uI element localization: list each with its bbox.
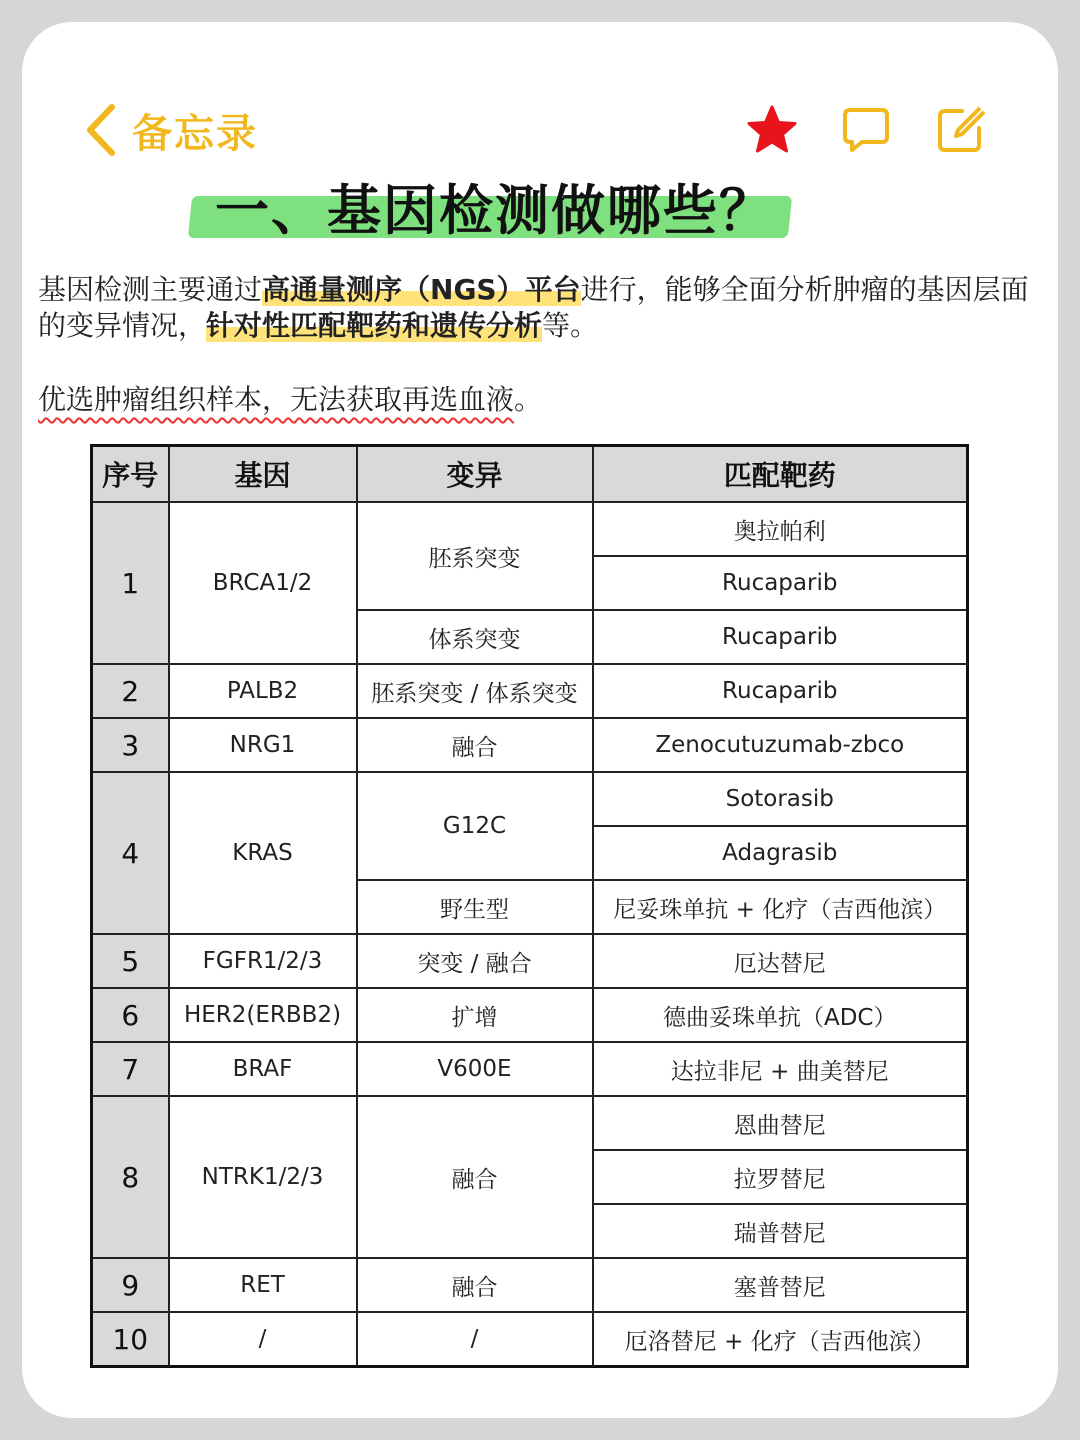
drug-cell: Rucaparib — [593, 556, 968, 610]
drug-cell: 奥拉帕利 — [593, 502, 968, 556]
variant-cell: / — [357, 1312, 593, 1367]
highlight-target: 针对性匹配靶药和遗传分析 — [206, 309, 543, 342]
row-number: 6 — [92, 988, 169, 1042]
drug-cell: Sotorasib — [593, 772, 968, 826]
drug-cell: 拉罗替尼 — [593, 1150, 968, 1204]
table-row — [92, 1096, 968, 1150]
gene-cell: HER2(ERBB2) — [169, 988, 357, 1042]
drug-cell: 德曲妥珠单抗（ADC） — [593, 988, 968, 1042]
edit-icon[interactable] — [934, 104, 986, 156]
table-header-row — [92, 446, 968, 503]
comment-icon[interactable] — [840, 104, 892, 156]
toolbar — [746, 104, 986, 156]
chevron-left-icon — [84, 103, 118, 157]
row-number: 3 — [92, 718, 169, 772]
row-number: 4 — [92, 772, 169, 934]
para-text: 等。 — [542, 309, 599, 342]
gene-cell: NTRK1/2/3 — [169, 1096, 357, 1258]
variant-cell: 融合 — [357, 1096, 593, 1258]
gene-cell: PALB2 — [169, 664, 357, 718]
table-row — [92, 934, 968, 988]
table-row — [92, 664, 968, 718]
drug-cell: 恩曲替尼 — [593, 1096, 968, 1150]
table-row — [92, 1312, 968, 1367]
row-number: 1 — [92, 502, 169, 664]
variant-cell: G12C — [357, 772, 593, 880]
drug-cell: 厄达替尼 — [593, 934, 968, 988]
table-body — [92, 502, 968, 1367]
row-number: 9 — [92, 1258, 169, 1312]
variant-cell: 胚系突变 / 体系突变 — [357, 664, 593, 718]
variant-cell: 胚系突变 — [357, 502, 593, 610]
header-drug: 匹配靶药 — [593, 446, 968, 503]
table-row — [92, 718, 968, 772]
variant-cell: 野生型 — [357, 880, 593, 934]
row-number: 10 — [92, 1312, 169, 1367]
header-variant: 变异 — [357, 446, 593, 503]
drug-cell: 塞普替尼 — [593, 1258, 968, 1312]
star-icon[interactable] — [746, 104, 798, 156]
drug-cell: Rucaparib — [593, 610, 968, 664]
table-row — [92, 988, 968, 1042]
variant-cell: 突变 / 融合 — [357, 934, 593, 988]
para-text: 基因检测主要通过 — [38, 273, 263, 306]
variant-cell: 体系突变 — [357, 610, 593, 664]
heading-text: 一、基因检测做哪些？ — [215, 179, 775, 242]
variant-cell: V600E — [357, 1042, 593, 1096]
header-no: 序号 — [92, 446, 169, 503]
drug-cell: Adagrasib — [593, 826, 968, 880]
drug-cell: 尼妥珠单抗 + 化疗（吉西他滨） — [593, 880, 968, 934]
gene-cell: RET — [169, 1258, 357, 1312]
variant-cell: 融合 — [357, 718, 593, 772]
gene-table — [90, 444, 969, 1368]
drug-cell: 瑞普替尼 — [593, 1204, 968, 1258]
drug-cell: Rucaparib — [593, 664, 968, 718]
table-row — [92, 1258, 968, 1312]
sample-note — [38, 382, 542, 418]
intro-paragraph — [38, 272, 1044, 344]
row-number: 5 — [92, 934, 169, 988]
back-label: 备忘录 — [132, 110, 258, 157]
underlined-text: 优选肿瘤组织样本，无法获取再选血液 — [38, 383, 515, 416]
row-number: 8 — [92, 1096, 169, 1258]
table-row — [92, 1042, 968, 1096]
gene-cell: BRAF — [169, 1042, 357, 1096]
back-button[interactable] — [84, 102, 258, 158]
row-number: 2 — [92, 664, 169, 718]
section-heading — [190, 168, 790, 244]
note-end: 。 — [514, 383, 543, 416]
variant-cell: 融合 — [357, 1258, 593, 1312]
gene-cell: KRAS — [169, 772, 357, 934]
table-row — [92, 772, 968, 826]
gene-cell: / — [169, 1312, 357, 1367]
gene-cell: NRG1 — [169, 718, 357, 772]
highlight-ngs: 高通量测序（NGS）平台 — [262, 273, 581, 306]
header-gene: 基因 — [169, 446, 357, 503]
para-text: 进行，能够全面分析肿瘤的基因层面的变异情况， — [38, 273, 1029, 342]
drug-cell: Zenocutuzumab-zbco — [593, 718, 968, 772]
row-number: 7 — [92, 1042, 169, 1096]
table-row — [92, 502, 968, 556]
drug-cell: 厄洛替尼 + 化疗（吉西他滨） — [593, 1312, 968, 1367]
variant-cell: 扩增 — [357, 988, 593, 1042]
drug-cell: 达拉非尼 + 曲美替尼 — [593, 1042, 968, 1096]
gene-cell: BRCA1/2 — [169, 502, 357, 664]
gene-cell: FGFR1/2/3 — [169, 934, 357, 988]
